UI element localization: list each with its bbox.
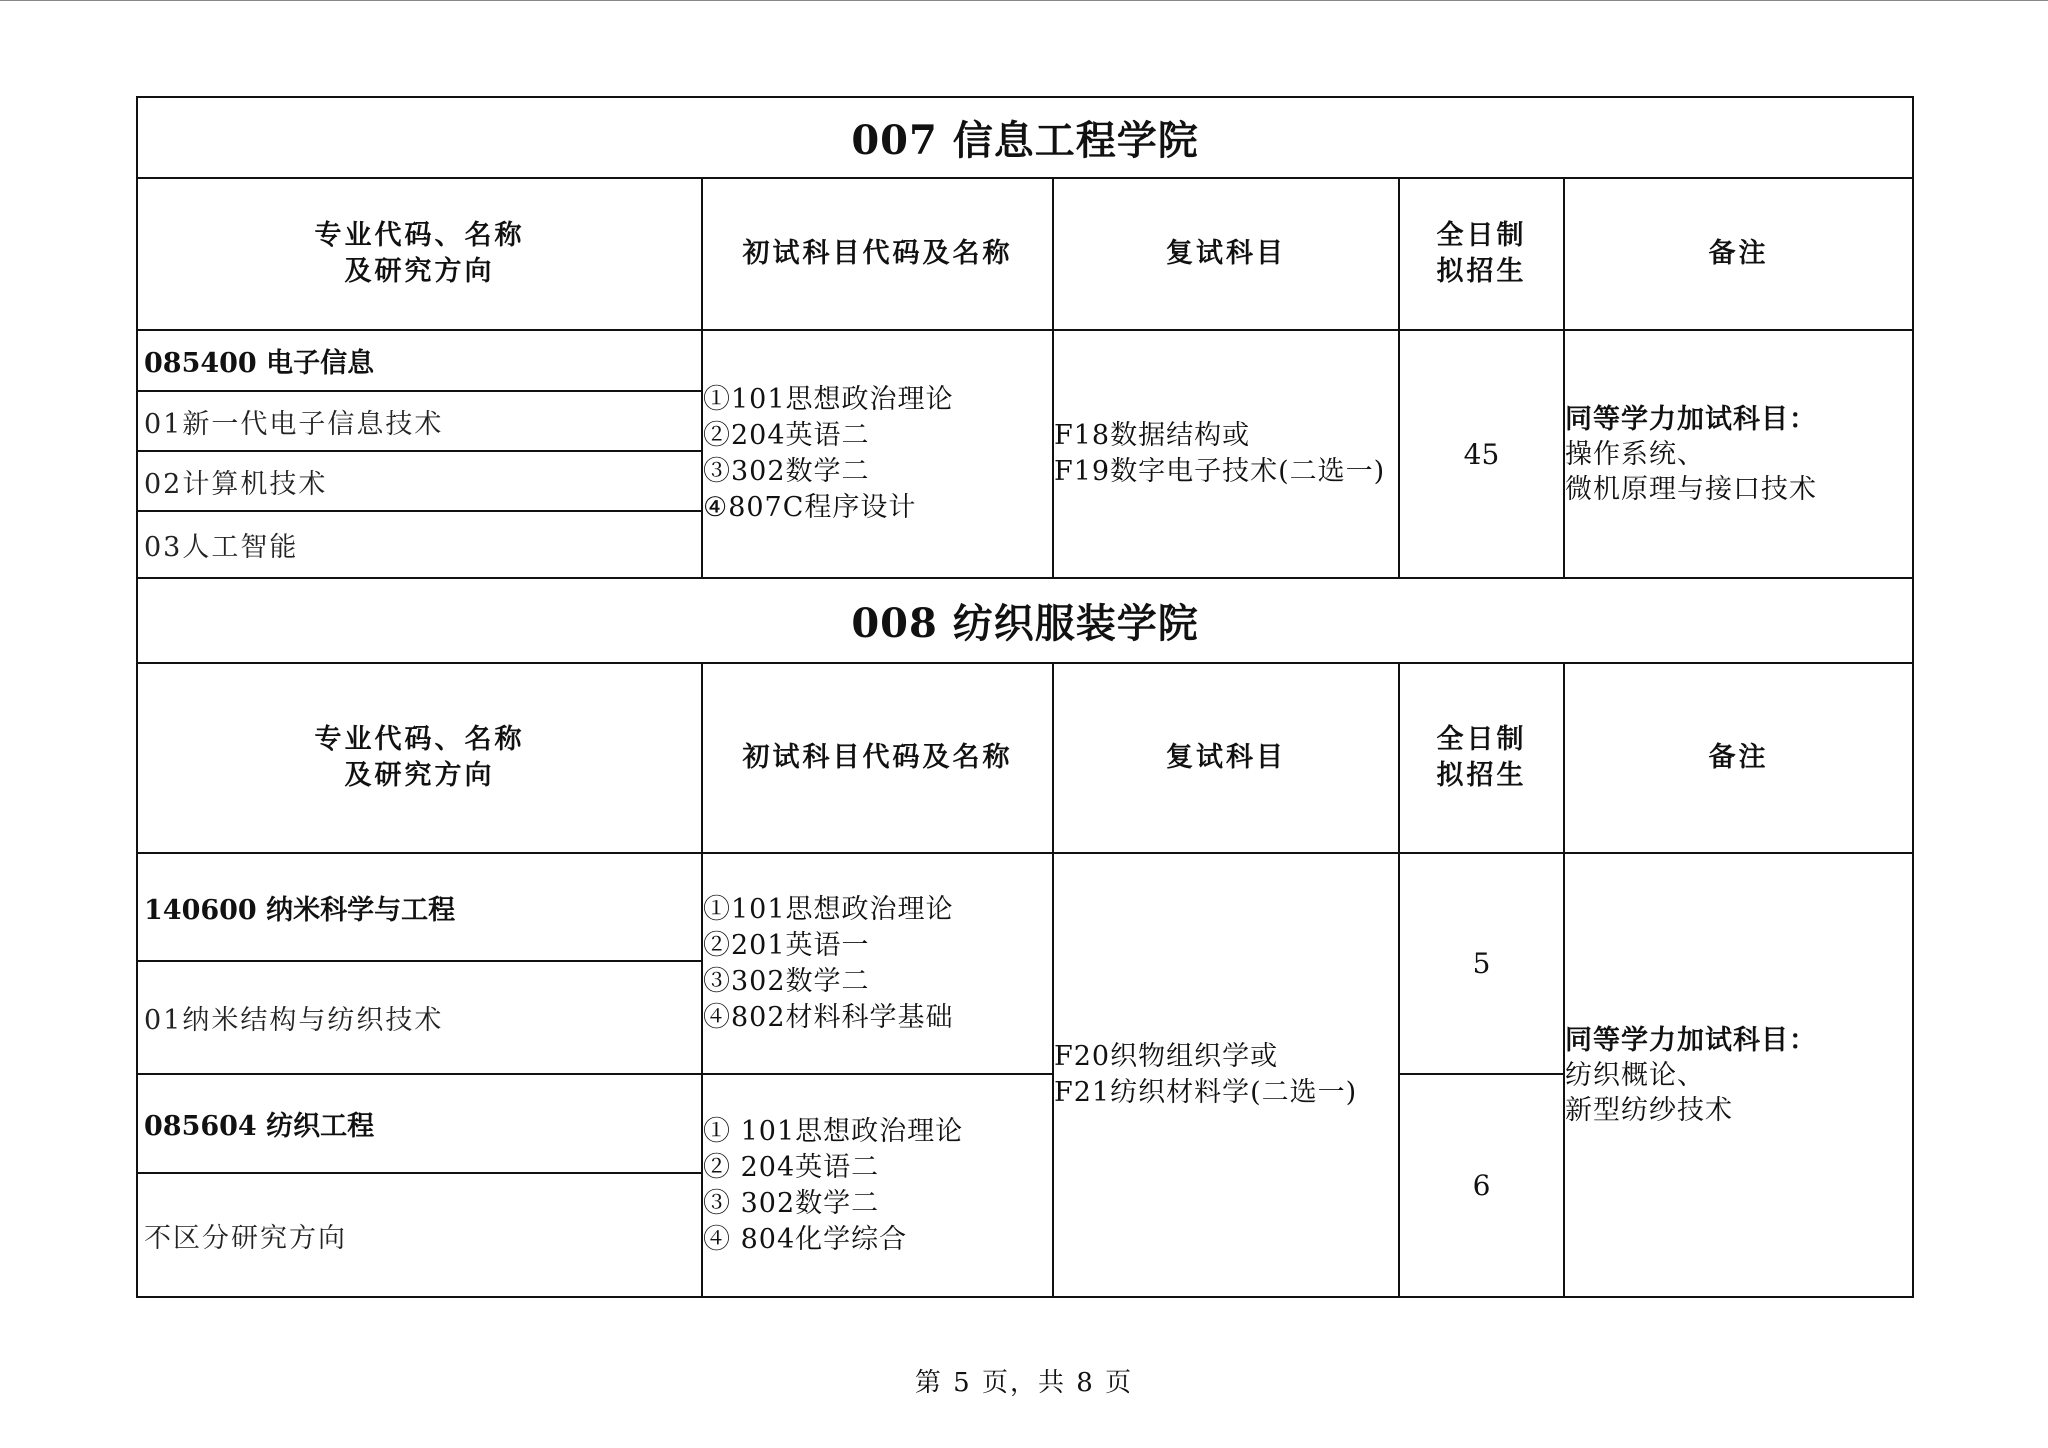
remarks	[1564, 330, 1913, 578]
research-direction-text: 01纳米结构与纺织技术	[144, 1005, 444, 1036]
initial-subjects	[702, 1074, 1053, 1297]
subject-item: ③302数学二	[703, 965, 870, 997]
major-name	[138, 331, 701, 392]
header-initial-subjects: 初试科目代码及名称	[702, 663, 1053, 853]
research-direction-text: 不区分研究方向	[144, 1222, 347, 1254]
college-title: 007 信息工程学院	[137, 97, 1913, 178]
subject-item: ④807C程序设计	[703, 492, 917, 523]
subject-item: ② 204英语二	[703, 1151, 880, 1183]
research-direction-text: 01新一代电子信息技术	[144, 408, 444, 440]
retest-item: F21纺织材料学(二选一)	[1054, 1077, 1358, 1108]
research-direction	[138, 512, 701, 577]
remark-item: 新型纺纱技术	[1565, 1094, 1733, 1126]
major-name-text: 085604 纺织工程	[144, 1111, 375, 1142]
page-footer: 第 5 页，共 8 页	[914, 1368, 1134, 1398]
retest-subjects	[1053, 853, 1399, 1297]
header-major-line2: 及研究方向	[344, 760, 495, 791]
header-retest: 复试科目	[1053, 178, 1399, 330]
remarks	[1564, 853, 1913, 1297]
page-top-border	[0, 0, 2048, 1]
college-title-row	[137, 97, 1913, 178]
major-cell	[137, 853, 702, 1074]
header-quota-line2: 拟招生	[1436, 760, 1527, 791]
header-remarks: 备注	[1564, 178, 1913, 330]
initial-subjects	[702, 853, 1053, 1074]
header-major-line1: 专业代码、名称	[314, 220, 525, 251]
remark-item: 纺织概论、	[1565, 1059, 1705, 1091]
header-major	[137, 663, 702, 853]
enrollment-quota: 45	[1399, 330, 1564, 578]
college-title: 008 纺织服装学院	[137, 578, 1913, 663]
research-direction-text: 03人工智能	[144, 532, 299, 563]
major-cell	[137, 330, 702, 578]
header-major-line2: 及研究方向	[344, 256, 495, 287]
remark-title: 同等学力加试科目：	[1565, 1024, 1817, 1056]
header-quota-line1: 全日制	[1436, 220, 1527, 251]
retest-item: F20织物组织学或	[1054, 1041, 1279, 1072]
research-direction-text: 02计算机技术	[144, 468, 328, 500]
college-title-row	[137, 578, 1913, 663]
research-direction	[138, 392, 701, 452]
subject-item: ①101思想政治理论	[703, 893, 954, 925]
enrollment-quota: 6	[1399, 1074, 1564, 1297]
major-name	[138, 854, 701, 962]
remark-title: 同等学力加试科目：	[1565, 403, 1817, 435]
major-name-text: 140600 纳米科学与工程	[144, 894, 456, 926]
subject-item: ④802材料科学基础	[703, 1001, 954, 1033]
major-name	[138, 1075, 701, 1174]
subject-item: ① 101思想政治理论	[703, 1115, 964, 1147]
initial-subjects	[702, 330, 1053, 578]
header-quota	[1399, 178, 1564, 330]
header-major-line1: 专业代码、名称	[314, 724, 525, 755]
subject-item: ③302数学二	[703, 456, 870, 487]
header-row	[137, 178, 1913, 330]
subject-item: ④ 804化学综合	[703, 1223, 908, 1255]
retest-subjects	[1053, 330, 1399, 578]
header-quota-line2: 拟招生	[1436, 256, 1527, 287]
subject-item: ①101思想政治理论	[703, 384, 954, 415]
header-quota-line1: 全日制	[1436, 724, 1527, 755]
subject-item: ③ 302数学二	[703, 1187, 880, 1219]
major-row	[137, 330, 1913, 578]
enrollment-quota: 5	[1399, 853, 1564, 1074]
header-major	[137, 178, 702, 330]
major-row	[137, 853, 1913, 1074]
research-direction	[138, 962, 701, 1073]
admissions-table	[136, 96, 1914, 1298]
remark-item: 操作系统、	[1565, 438, 1705, 470]
remark-item: 微机原理与接口技术	[1565, 473, 1817, 505]
subject-item: ②204英语二	[703, 420, 870, 451]
major-name-text: 085400 电子信息	[144, 348, 375, 379]
research-direction	[138, 1174, 701, 1296]
retest-item: F19数字电子技术(二选一)	[1054, 456, 1386, 487]
subject-item: ②201英语一	[703, 929, 870, 961]
header-remarks: 备注	[1564, 663, 1913, 853]
research-direction	[138, 452, 701, 512]
header-row	[137, 663, 1913, 853]
major-cell	[137, 1074, 702, 1297]
header-quota	[1399, 663, 1564, 853]
header-initial-subjects: 初试科目代码及名称	[702, 178, 1053, 330]
retest-item: F18数据结构或	[1054, 420, 1251, 451]
header-retest: 复试科目	[1053, 663, 1399, 853]
